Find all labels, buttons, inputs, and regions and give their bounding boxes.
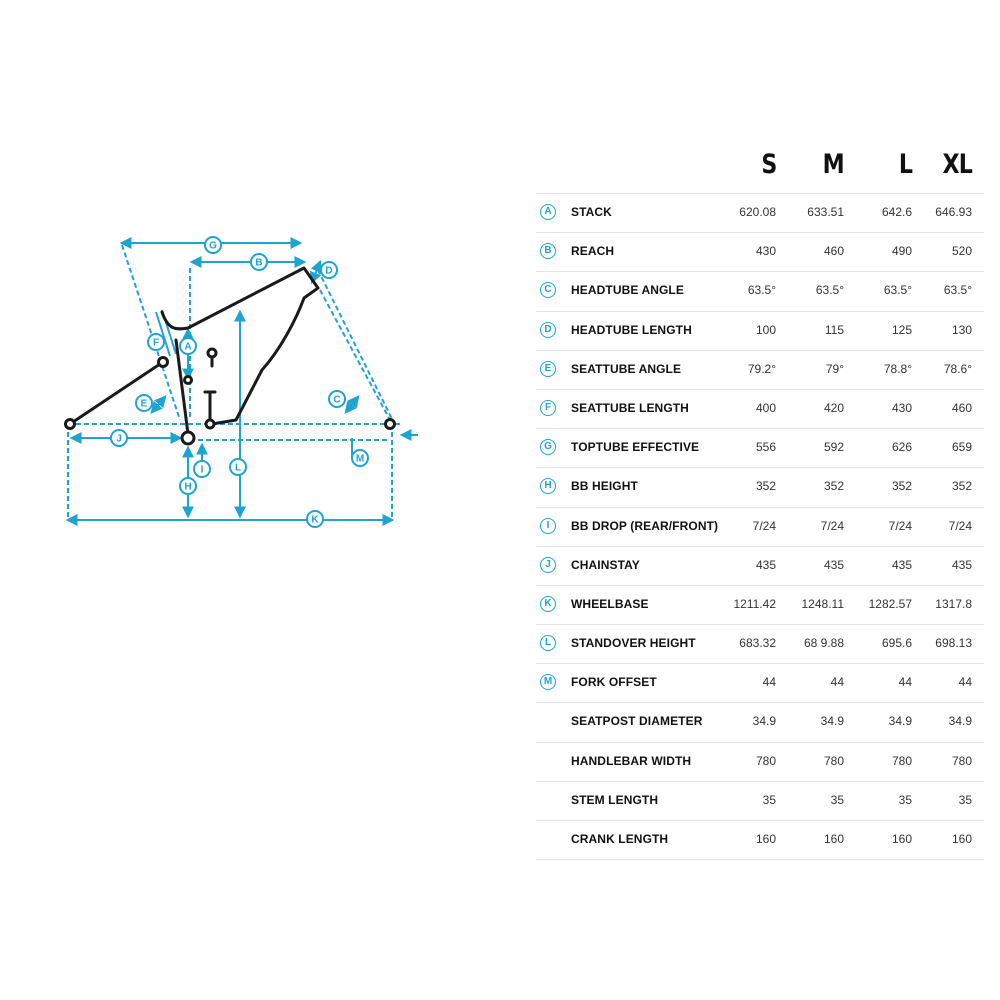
table-row xyxy=(536,272,984,311)
diagram-badge-text-a: A xyxy=(184,341,192,353)
table-row xyxy=(536,233,984,272)
row-value-xl: 1317.8 xyxy=(935,596,972,611)
row-value-m: 352 xyxy=(823,479,844,494)
row-key-badge: E xyxy=(540,361,556,377)
row-value-s: 79.2° xyxy=(747,361,776,376)
row-value-s: 1211.42 xyxy=(733,596,776,611)
row-key-badge: M xyxy=(540,674,556,690)
row-key-badge: F xyxy=(540,400,556,416)
row-value-s: 352 xyxy=(755,479,776,494)
size-m: M xyxy=(822,149,844,180)
row-value-s: 435 xyxy=(755,557,776,572)
row-value-xl: 659 xyxy=(951,440,972,455)
table-row xyxy=(536,312,984,351)
diagram-badge-text-e: E xyxy=(140,398,148,410)
row-key-badge: G xyxy=(540,439,556,455)
row-value-xl: 35 xyxy=(958,792,972,807)
row-value-xl: 78.6° xyxy=(943,361,972,376)
diagram-badge-text-k: K xyxy=(311,514,319,526)
size-l: L xyxy=(898,149,912,180)
row-label: SEATTUBE ANGLE xyxy=(571,361,682,376)
row-label: HANDLEBAR WIDTH xyxy=(571,753,692,768)
row-value-m: 435 xyxy=(823,557,844,572)
row-value-l: 695.6 xyxy=(881,636,912,651)
row-key-badge: K xyxy=(540,596,556,612)
diagram-badge-text-j: J xyxy=(116,433,122,445)
diagram-badge-text-i: I xyxy=(200,464,204,476)
row-label: BB HEIGHT xyxy=(571,479,638,494)
row-value-s: 35 xyxy=(762,792,776,807)
row-value-m: 35 xyxy=(830,792,844,807)
row-label: SEATPOST DIAMETER xyxy=(571,714,703,729)
top-pivot xyxy=(208,349,216,357)
row-value-l: 780 xyxy=(891,753,912,768)
row-label: CRANK LENGTH xyxy=(571,832,669,846)
bottom-bracket xyxy=(182,432,194,444)
row-value-xl: 130 xyxy=(951,322,972,337)
row-value-xl: 520 xyxy=(951,244,972,259)
row-label: BB DROP (REAR/FRONT) xyxy=(571,518,719,533)
shock-pivot xyxy=(159,358,168,367)
row-value-xl: 160 xyxy=(951,832,972,846)
row-value-m: 44 xyxy=(830,675,844,690)
row-key-badge: A xyxy=(540,204,556,220)
row-key-badge: J xyxy=(540,557,556,573)
row-key-badge: D xyxy=(540,322,556,338)
row-value-s: 63.5° xyxy=(747,283,776,298)
row-label: FORK OFFSET xyxy=(571,675,657,690)
table-row xyxy=(536,193,984,233)
row-value-l: 1282.57 xyxy=(868,596,912,611)
row-label: STANDOVER HEIGHT xyxy=(571,636,696,651)
table-row xyxy=(536,351,984,390)
row-value-xl: 460 xyxy=(951,400,972,415)
row-value-m: 780 xyxy=(823,753,844,768)
row-value-l: 626 xyxy=(891,440,912,455)
row-value-s: 430 xyxy=(755,244,776,259)
row-value-m: 63.5° xyxy=(815,283,844,298)
row-value-s: 556 xyxy=(755,440,776,455)
row-value-s: 620.08 xyxy=(739,205,776,219)
row-value-xl: 352 xyxy=(951,479,972,494)
row-label: TOPTUBE EFFECTIVE xyxy=(571,440,700,455)
row-value-xl: 34.9 xyxy=(948,714,972,729)
row-value-l: 160 xyxy=(891,832,912,846)
table-row xyxy=(536,625,984,664)
table-row xyxy=(536,664,984,703)
row-key-badge: C xyxy=(540,282,556,298)
row-value-xl: 646.93 xyxy=(935,205,972,219)
front-axle xyxy=(386,420,395,429)
diagram-badge-text-m: M xyxy=(355,453,365,465)
row-value-m: 420 xyxy=(823,400,844,415)
row-label: REACH xyxy=(571,244,615,259)
row-value-l: 44 xyxy=(898,675,912,690)
row-value-xl: 44 xyxy=(958,675,972,690)
row-value-s: 780 xyxy=(755,753,776,768)
row-value-s: 100 xyxy=(755,322,776,337)
row-value-m: 1248.11 xyxy=(801,596,844,611)
row-label: SEATTUBE LENGTH xyxy=(571,400,689,415)
row-value-s: 160 xyxy=(755,832,776,846)
reference-lines xyxy=(68,245,400,520)
table-row xyxy=(536,508,984,547)
row-value-l: 490 xyxy=(891,244,912,259)
row-value-l: 35 xyxy=(898,792,912,807)
rear-axle xyxy=(66,420,75,429)
row-value-m: 160 xyxy=(823,832,844,846)
row-value-m: 34.9 xyxy=(820,714,844,729)
row-value-xl: 698.13 xyxy=(935,636,972,651)
row-label: HEADTUBE ANGLE xyxy=(571,283,684,298)
row-value-l: 435 xyxy=(891,557,912,572)
geometry-table xyxy=(536,145,984,860)
size-header xyxy=(536,145,984,193)
row-value-l: 352 xyxy=(891,479,912,494)
row-value-l: 430 xyxy=(891,400,912,415)
row-value-l: 7/24 xyxy=(888,518,912,533)
row-value-xl: 63.5° xyxy=(943,283,972,298)
row-key-badge: L xyxy=(540,635,556,651)
size-xl: XL xyxy=(942,149,972,180)
table-row xyxy=(536,429,984,468)
row-value-l: 34.9 xyxy=(888,714,912,729)
row-label: WHEELBASE xyxy=(571,596,649,611)
row-key-badge: I xyxy=(540,518,556,534)
table-row xyxy=(536,703,984,742)
row-value-xl: 435 xyxy=(951,557,972,572)
row-value-l: 642.6 xyxy=(881,205,912,219)
diagram-badge-text-c: C xyxy=(333,394,341,406)
row-label: CHAINSTAY xyxy=(571,557,640,572)
size-s: S xyxy=(760,149,776,180)
table-row xyxy=(536,782,984,821)
row-value-l: 78.8° xyxy=(883,361,912,376)
diagram-badge-text-f: F xyxy=(152,337,160,349)
diagram-badge-text-b: B xyxy=(255,257,263,269)
table-row xyxy=(536,586,984,625)
row-value-s: 34.9 xyxy=(752,714,776,729)
row-value-m: 115 xyxy=(824,322,844,337)
row-value-l: 125 xyxy=(891,322,912,337)
row-value-m: 633.51 xyxy=(807,205,844,219)
row-value-s: 7/24 xyxy=(752,518,776,533)
diagram-badge-text-h: H xyxy=(184,481,192,493)
table-row xyxy=(536,547,984,586)
row-value-m: 7/24 xyxy=(820,518,844,533)
row-label: STEM LENGTH xyxy=(571,792,659,807)
row-value-m: 592 xyxy=(823,440,844,455)
main-pivot xyxy=(206,420,214,428)
row-value-l: 63.5° xyxy=(883,283,912,298)
row-value-xl: 7/24 xyxy=(948,518,972,533)
dimension-arrows xyxy=(68,240,418,520)
row-label: HEADTUBE LENGTH xyxy=(571,322,692,337)
row-key-badge: B xyxy=(540,243,556,259)
row-value-m: 79° xyxy=(825,361,844,376)
row-value-xl: 780 xyxy=(951,753,972,768)
diagram-badge-text-l: L xyxy=(234,462,242,474)
row-value-s: 44 xyxy=(762,675,776,690)
diagram-badge-text-g: G xyxy=(209,240,217,252)
link-pivot xyxy=(185,377,192,384)
row-label: STACK xyxy=(571,205,612,219)
row-value-s: 683.32 xyxy=(739,636,776,651)
row-value-m: 68 9.88 xyxy=(803,636,844,651)
table-row xyxy=(536,821,984,860)
table-row xyxy=(536,468,984,507)
diagram-badge-text-d: D xyxy=(325,265,333,277)
row-key-badge: H xyxy=(540,478,556,494)
table-row xyxy=(536,390,984,429)
row-value-s: 400 xyxy=(755,400,776,415)
row-value-m: 460 xyxy=(823,244,844,259)
table-row xyxy=(536,743,984,782)
